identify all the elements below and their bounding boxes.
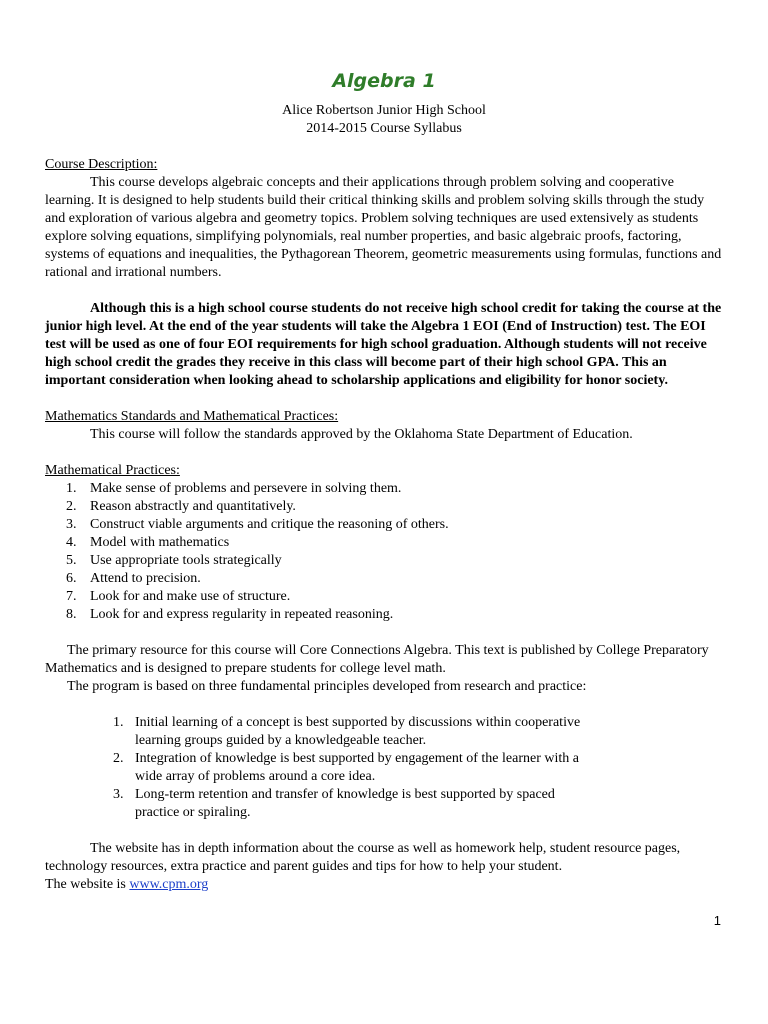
school-name: Alice Robertson Junior High School: [282, 103, 486, 118]
practice-number: 5.: [66, 553, 77, 568]
practice-item: [66, 498, 723, 516]
website-paragraph: The website has in depth information about the course as well as homework help, student resource pages, technology resources, extra practice and parent guides and tips for how to help your student.: [45, 841, 681, 874]
practice-text: Make sense of problems and persevere in solving them.: [90, 481, 402, 496]
practice-number: 4.: [66, 535, 77, 550]
credit-notice-paragraph: Although this is a high school course students do not receive high school credit for taking the course at the junior high level. At the end of the year students will take the Algebra 1 EOI (End of Instruction) test. The EOI test will be used as one of four EOI requirements for high school graduation. Although students will not receive high school credit the grades they receive in this class will become part of their high school GPA. This an important consideration when looking ahead to scholarship applications and eligibility for honor society.: [45, 301, 722, 388]
practice-text: Reason abstractly and quantitatively.: [90, 499, 296, 514]
resource-paragraph: The primary resource for this course will Core Connections Algebra. This text is published by College Preparatory Mathematics and is designed to prepare students for college level math.: [45, 643, 709, 676]
practice-text: Construct viable arguments and critique the reasoning of others.: [90, 517, 449, 532]
principle-number: 1.: [113, 715, 124, 730]
standards-heading: Mathematics Standards and Mathematical Practices:: [45, 409, 339, 424]
practice-text: Attend to precision.: [90, 571, 201, 586]
practices-heading: Mathematical Practices:: [45, 463, 180, 478]
principle-item: [113, 714, 723, 750]
principle-number: 3.: [113, 787, 124, 802]
website-line: [45, 876, 723, 894]
principle-text: Long-term retention and transfer of knowledge is best supported by spaced practice or spiraling.: [135, 787, 555, 820]
document-title: Algebra 1: [332, 70, 436, 92]
document-content: [45, 66, 723, 894]
principle-text: Initial learning of a concept is best supported by discussions within cooperative learning groups guided by a knowledgeable teacher.: [135, 715, 581, 748]
practice-item: [66, 534, 723, 552]
principles-list: [45, 714, 723, 822]
website-prefix: The website is: [45, 877, 130, 892]
practice-item: [66, 588, 723, 606]
practice-text: Model with mathematics: [90, 535, 230, 550]
program-intro: The program is based on three fundamental principles developed from research and practice:: [67, 679, 587, 694]
practice-item: [66, 480, 723, 498]
principle-item: [113, 750, 723, 786]
practice-item: [66, 552, 723, 570]
syllabus-year: 2014-2015 Course Syllabus: [306, 121, 462, 136]
page-number: 1: [713, 913, 721, 928]
principle-item: [113, 786, 723, 822]
website-link[interactable]: www.cpm.org: [129, 877, 209, 892]
principle-text: Integration of knowledge is best supported by engagement of the learner with a wide array of problems around a core idea.: [135, 751, 579, 784]
practice-text: Use appropriate tools strategically: [90, 553, 282, 568]
practice-text: Look for and express regularity in repeated reasoning.: [90, 607, 394, 622]
practice-number: 8.: [66, 607, 77, 622]
principle-number: 2.: [113, 751, 124, 766]
practice-number: 2.: [66, 499, 77, 514]
practice-text: Look for and make use of structure.: [90, 589, 291, 604]
course-description-paragraph: This course develops algebraic concepts and their applications through problem solving and cooperative learning. It is designed to help students build their critical thinking skills and problem solving skills through the study and exploration of various algebra and geometry topics. Problem solving techniques are used extensively as students explore solving equations, simplifying polynomials, real number properties, and basic algebraic proofs, factoring, systems of equations and inequalities, the Pythagorean Theorem, geometric measurements using formulas, functions and rational and irrational numbers.: [45, 175, 722, 280]
practice-number: 7.: [66, 589, 77, 604]
practice-number: 3.: [66, 517, 77, 532]
practice-item: [66, 570, 723, 588]
standards-text: This course will follow the standards approved by the Oklahoma State Department of Education.: [90, 427, 633, 442]
practice-item: [66, 606, 723, 624]
practices-list: [45, 480, 723, 624]
course-description-heading: Course Description:: [45, 157, 158, 172]
practice-number: 1.: [66, 481, 77, 496]
practice-number: 6.: [66, 571, 77, 586]
practice-item: [66, 516, 723, 534]
